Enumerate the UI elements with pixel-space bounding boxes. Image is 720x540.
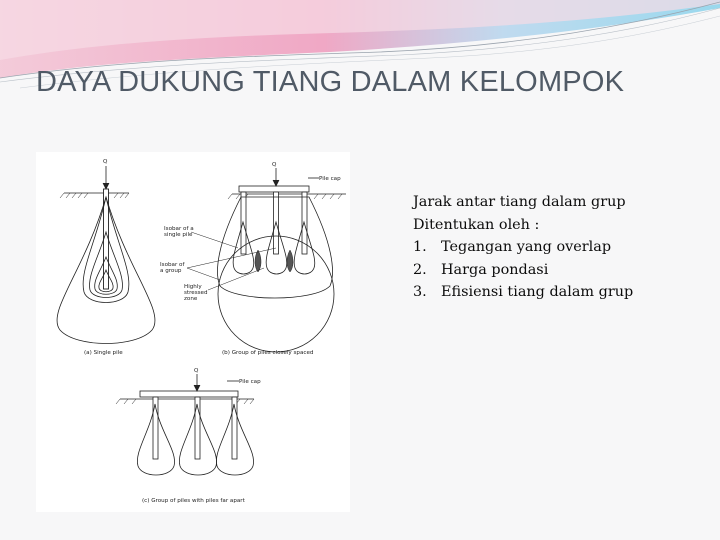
list-number: 3. xyxy=(413,284,427,301)
isobar-single-label-2: single pile xyxy=(164,232,193,238)
body-line-1: Jarak antar tiang dalam grup xyxy=(413,194,626,210)
pile-isobar-diagram xyxy=(36,152,350,512)
stressed-label-1: Highly xyxy=(184,284,202,290)
list-item-text: Efisiensi tiang dalam grup xyxy=(441,284,634,301)
list-item-text: Tegangan yang overlap xyxy=(441,239,612,256)
slide-title: DAYA DUKUNG TIANG DALAM KELOMPOK xyxy=(36,66,625,98)
caption-c: (c) Group of piles with piles far apart xyxy=(142,498,245,504)
group-close-diagram xyxy=(187,168,346,352)
single-pile-diagram xyxy=(57,166,155,344)
list-item xyxy=(413,281,713,304)
list-item-text: Harga pondasi xyxy=(441,261,549,278)
load-label-b: Q xyxy=(272,162,277,168)
isobar-group-label-2: a group xyxy=(160,268,182,274)
load-label-c: Q xyxy=(194,368,199,374)
isobar-single-label-1: Isobar of a xyxy=(164,226,194,232)
caption-b: (b) Group of piles closely spaced xyxy=(222,350,314,356)
body-text xyxy=(413,191,713,304)
pile-cap-label-c: Pile cap xyxy=(239,379,261,385)
pile-group-figure xyxy=(36,152,350,512)
load-label-a: Q xyxy=(103,159,108,165)
list-number: 2. xyxy=(413,261,427,278)
isobar-group-label-1: Isobar of xyxy=(160,262,185,268)
stressed-label-3: zone xyxy=(184,296,198,302)
list-item xyxy=(413,236,713,259)
group-far-diagram xyxy=(116,374,254,475)
caption-a: (a) Single pile xyxy=(84,350,123,356)
list-number: 1. xyxy=(413,239,427,256)
stressed-label-2: stressed xyxy=(184,290,208,296)
list-item xyxy=(413,259,713,282)
body-line-2: Ditentukan oleh : xyxy=(413,216,540,233)
pile-cap-label-b: Pile cap xyxy=(319,176,341,182)
